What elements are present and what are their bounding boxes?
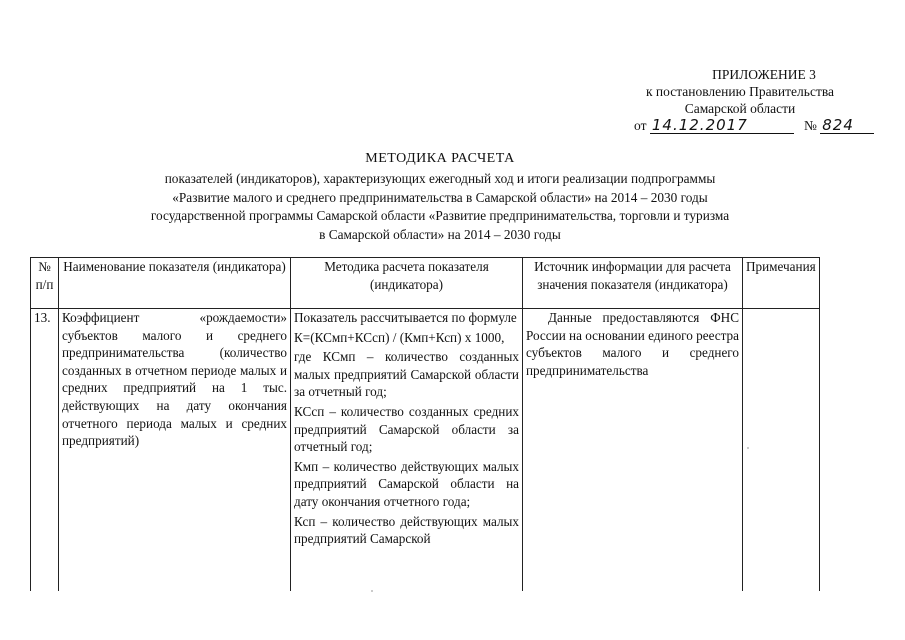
document-title: МЕТОДИКА РАСЧЕТА (365, 151, 515, 166)
document-subtitle (0, 170, 880, 244)
method-formula: К=(КСмп+КСсп) / (Кмп+Ксп) х 1000, (294, 329, 505, 345)
scan-speck (371, 590, 373, 592)
subtitle-line: в Самарской области» на 2014 – 2030 годы (319, 226, 561, 242)
subtitle-line: «Развитие малого и среднего предпринимательства в Самарской области» на 2014 – 2030 годы (172, 189, 708, 205)
row-number: 13. (31, 309, 59, 592)
subtitle-line: показателей (индикаторов), характеризующих ежегодный ход и итоги реализации подпрограммы (164, 171, 716, 186)
indicator-name: Коэффициент «рождаемости» субъектов малого и среднего предпринимательства (количество созданных в отчетном периоде малых и средних предприятий на 1 тыс. действующих на дату окончания отчетного периода малых и средних предприятий) (59, 309, 291, 592)
header-method: Методика расчета показателя (индикатора) (291, 258, 523, 309)
header-name: Наименование показателя (индикатора) (59, 258, 291, 309)
date-prefix: от (634, 118, 647, 133)
appendix-title: ПРИЛОЖЕНИЕ 3 (712, 67, 816, 82)
header-num: № п/п (31, 258, 59, 309)
method-definition: Кмп – количество действующих малых предприятий Самарской области на дату окончания отчетного года; (294, 458, 519, 509)
calculation-method (291, 309, 523, 592)
scan-speck (747, 447, 749, 449)
resolution-date-line (634, 118, 874, 134)
subtitle-line: государственной программы Самарской области «Развитие предпринимательства, торговли и туризма (150, 208, 730, 223)
method-definition: КСсп – количество созданных средних предприятий Самарской области за отчетный год; (294, 403, 519, 455)
number-prefix: № (803, 118, 817, 133)
information-source: Данные предоставляются ФНС России на основании единого реестра субъектов малого и среднего предпринимательства (523, 309, 743, 592)
method-definition: Ксп – количество действующих малых предприятий Самарской (294, 513, 519, 547)
method-intro: Показатель рассчитывается по формуле (294, 310, 517, 325)
method-definition: где КСмп – количество созданных малых предприятий Самарской области за отчетный год; (294, 349, 519, 400)
table-header-row (31, 258, 820, 309)
handwritten-date: 14.12.2017 (650, 118, 794, 134)
appendix-header (620, 66, 860, 117)
table-row (31, 309, 820, 592)
notes-cell (743, 309, 820, 592)
handwritten-number: 824 (820, 118, 874, 134)
appendix-region: Самарской области (684, 101, 796, 116)
header-source: Источник информации для расчета значения показателя (индикатора) (523, 258, 743, 309)
header-notes: Примечания (743, 258, 820, 309)
appendix-reference: к постановлению Правительства (645, 84, 835, 99)
methodology-table (30, 257, 820, 591)
